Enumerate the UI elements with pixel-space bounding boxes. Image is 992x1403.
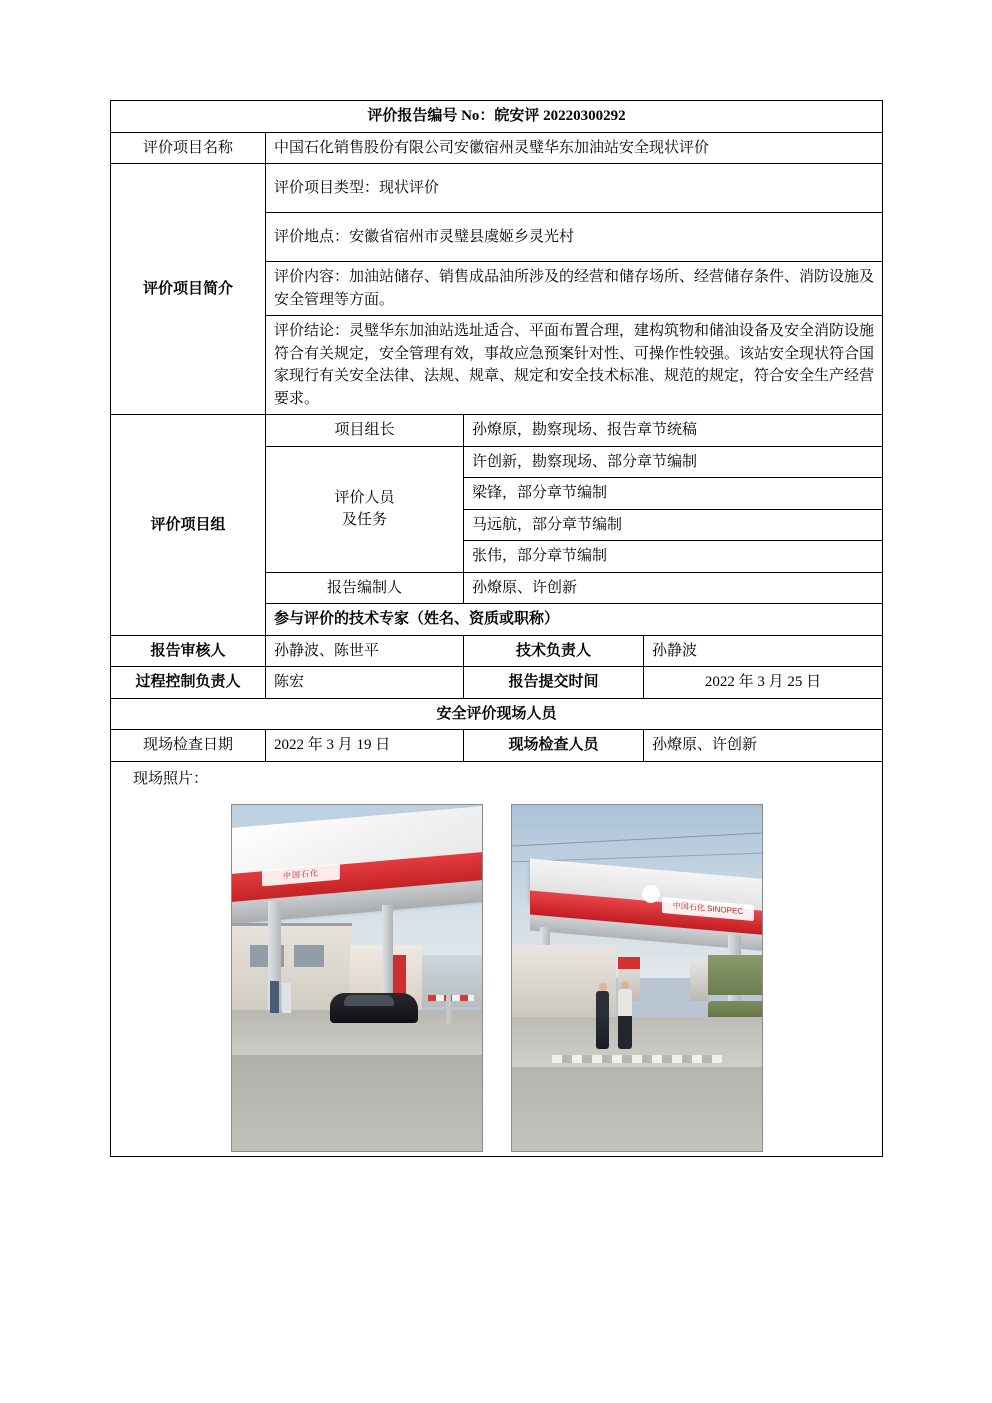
car-window bbox=[344, 995, 394, 1006]
process-control-label: 过程控制负责人 bbox=[111, 667, 266, 699]
report-sheet bbox=[110, 100, 882, 1157]
ground-shadow bbox=[232, 1055, 482, 1151]
submit-time-value: 2022 年 3 月 25 日 bbox=[644, 667, 883, 699]
ground-shadow bbox=[512, 1067, 762, 1151]
sinopec-logo-icon: 中国石化 SINOPEC bbox=[662, 897, 754, 921]
site-photo-right bbox=[511, 804, 763, 1152]
brief-row-1 bbox=[111, 164, 883, 213]
tech-lead-label: 技术负责人 bbox=[464, 635, 644, 667]
experts-label: 参与评价的技术专家（姓名、资质或职称） bbox=[266, 604, 883, 636]
background-trees bbox=[708, 955, 763, 995]
reviewer-row bbox=[111, 635, 883, 667]
staff-value-1: 许创新，勘察现场、部分章节编制 bbox=[464, 446, 883, 478]
barrier-post bbox=[446, 995, 451, 1025]
compiler-value: 孙燎原、许创新 bbox=[464, 572, 883, 604]
onsite-section-row bbox=[111, 698, 883, 730]
inspect-row bbox=[111, 730, 883, 762]
person-figure-1 bbox=[270, 981, 279, 1013]
inspect-date-value: 2022 年 3 月 19 日 bbox=[266, 730, 464, 762]
staff-label bbox=[266, 446, 464, 572]
photos-cell bbox=[111, 761, 883, 1157]
brief-label: 评价项目简介 bbox=[111, 164, 266, 415]
project-name-row bbox=[111, 132, 883, 164]
project-name-value: 中国石化销售股份有限公司安徽宿州灵璧华东加油站安全现状评价 bbox=[266, 132, 883, 164]
compiler-label: 报告编制人 bbox=[266, 572, 464, 604]
project-name-label: 评价项目名称 bbox=[111, 132, 266, 164]
staff-value-2: 梁锋，部分章节编制 bbox=[464, 478, 883, 510]
curb-marking bbox=[552, 1055, 722, 1063]
onsite-section-label: 安全评价现场人员 bbox=[111, 698, 883, 730]
team-leader-label: 项目组长 bbox=[266, 415, 464, 447]
reviewer-label: 报告审核人 bbox=[111, 635, 266, 667]
submit-time-label: 报告提交时间 bbox=[464, 667, 644, 699]
person-figure-2 bbox=[282, 983, 291, 1013]
traffic-barrier bbox=[428, 995, 474, 1001]
person-figure-1 bbox=[596, 991, 609, 1049]
site-photo-left bbox=[231, 804, 483, 1152]
inspect-date-label: 现场检查日期 bbox=[111, 730, 266, 762]
inspector-label: 现场检查人员 bbox=[464, 730, 644, 762]
building-window-2 bbox=[294, 945, 324, 967]
brief-conclusion: 评价结论：灵璧华东加油站选址适合、平面布置合理，建构筑物和储油设备及安全消防设施符合有关规定，安全管理有效，事故应急预案针对性、可操作性较强。该站安全现状符合国家现行有关安全法律、法规、规章、规定和安全技术标准、规范的规定，符合安全生产经营要求。 bbox=[266, 316, 883, 415]
report-title: 评价报告编号 No：皖安评 20220300292 bbox=[111, 101, 883, 133]
fuel-pump-2 bbox=[690, 961, 708, 1001]
staff-value-3: 马远航，部分章节编制 bbox=[464, 509, 883, 541]
person-head bbox=[621, 981, 629, 989]
process-control-row bbox=[111, 667, 883, 699]
sinopec-emblem-icon bbox=[642, 885, 660, 903]
photos-label: 现场照片： bbox=[133, 770, 209, 787]
sinopec-logo-icon: 中国石化 SINOPEC bbox=[262, 864, 340, 887]
person-head bbox=[599, 983, 607, 991]
staff-value-4: 张伟，部分章节编制 bbox=[464, 541, 883, 573]
staff-label-line1: 评价人员 bbox=[334, 489, 395, 506]
report-title-row bbox=[111, 101, 883, 133]
process-control-value: 陈宏 bbox=[266, 667, 464, 699]
team-leader-row bbox=[111, 415, 883, 447]
fuel-pump-top bbox=[618, 957, 640, 969]
tech-lead-value: 孙静波 bbox=[644, 635, 883, 667]
reviewer-value: 孙静波、陈世平 bbox=[266, 635, 464, 667]
brief-location: 评价地点：安徽省宿州市灵璧县虞姬乡灵光村 bbox=[266, 213, 883, 262]
inspector-value: 孙燎原、许创新 bbox=[644, 730, 883, 762]
staff-label-line2: 及任务 bbox=[341, 512, 387, 528]
team-label: 评价项目组 bbox=[111, 415, 266, 636]
person-figure-2 bbox=[618, 989, 632, 1049]
team-leader-value: 孙燎原，勘察现场、报告章节统稿 bbox=[464, 415, 883, 447]
brief-content: 评价内容：加油站储存、销售成品油所涉及的经营和储存场所、经营储存条件、消防设施及安全管理等方面。 bbox=[266, 262, 883, 316]
photos-container bbox=[119, 804, 874, 1152]
photos-row bbox=[111, 761, 883, 1157]
report-table bbox=[110, 100, 883, 1157]
brief-type: 评价项目类型：现状评价 bbox=[266, 164, 883, 213]
